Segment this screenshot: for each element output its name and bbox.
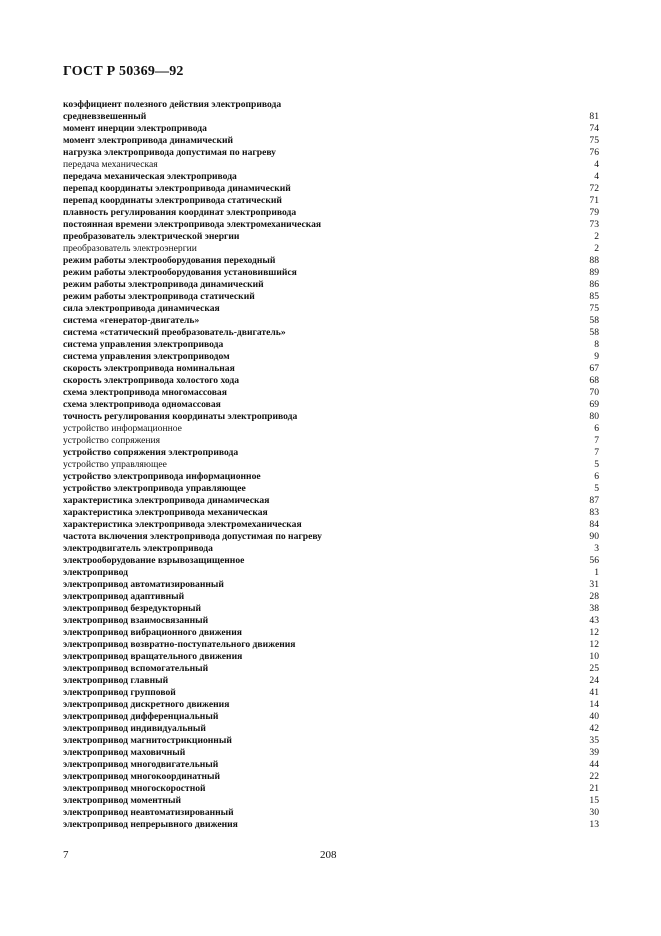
index-term: момент инерции электропривода [63,123,207,134]
index-entry [63,675,599,687]
index-term: электрооборудование взрывозащищенное [63,555,245,566]
index-page-ref: 14 [589,699,599,710]
index-term: преобразователь электроэнергии [63,243,197,254]
index-entry [63,723,599,735]
index-page-ref: 12 [589,639,599,650]
index-page-ref: 2 [594,231,599,242]
index-term: характеристика электропривода электромеханическая [63,519,302,530]
index-term: электропривод вспомогательный [63,663,209,674]
index-term: схема электропривода одномассовая [63,399,221,410]
index-page-ref: 9 [594,351,599,362]
index-page-ref: 5 [594,483,599,494]
index-entry [63,255,599,267]
index-term: средневзвешенный [63,111,147,122]
index-page-ref: 41 [589,687,599,698]
index-term: схема электропривода многомассовая [63,387,227,398]
index-entry [63,267,599,279]
index-page-ref: 2 [594,243,599,254]
index-entry [63,279,599,291]
index-page-ref: 38 [589,603,599,614]
index-entry [63,123,599,135]
index-entry [63,195,599,207]
index-page-ref: 80 [589,411,599,422]
index-entry [63,603,599,615]
index-page-ref: 6 [594,471,599,482]
index-page-ref: 22 [589,771,599,782]
index-term: электропривод адаптивный [63,591,185,602]
index-term: система «генератор-двигатель» [63,315,200,326]
index-page-ref: 75 [589,303,599,314]
index-page-ref: 40 [589,711,599,722]
index-page-ref: 69 [589,399,599,410]
index-entry [63,423,599,435]
index-entry [63,243,599,255]
index-page-ref: 68 [589,375,599,386]
index-term: скорость электропривода холостого хода [63,375,240,386]
index-entry [63,471,599,483]
index-entry [63,507,599,519]
index-page-ref: 86 [589,279,599,290]
index-page-ref: 73 [589,219,599,230]
index-term: система «статический преобразователь-двигатель» [63,327,286,338]
alphabetical-index [63,99,599,831]
index-page-ref: 58 [589,327,599,338]
index-page-ref: 24 [589,675,599,686]
index-page-ref: 12 [589,627,599,638]
index-entry [63,135,599,147]
index-term: передача механическая электропривода [63,171,237,182]
index-term: плавность регулирования координат электропривода [63,207,297,218]
index-page-ref: 15 [589,795,599,806]
index-term: устройство управляющее [63,459,167,470]
index-page-ref: 8 [594,339,599,350]
index-entry [63,579,599,591]
index-term: электродвигатель электропривода [63,543,213,554]
index-term: режим работы электропривода динамический [63,279,264,290]
index-entry [63,183,599,195]
index-entry [63,147,599,159]
index-page-ref: 74 [589,123,599,134]
index-term: электропривод многокоординатный [63,771,221,782]
index-entry [63,339,599,351]
index-term: электропривод [63,567,128,578]
index-page-ref: 25 [589,663,599,674]
index-page-ref: 83 [589,507,599,518]
index-page-ref: 1 [594,567,599,578]
index-entry [63,231,599,243]
index-term: частота включения электропривода допустимая по нагреву [63,531,322,542]
index-term: электропривод главный [63,675,169,686]
index-entry [63,111,599,123]
index-term: электропривод дифференциальный [63,711,219,722]
index-entry [63,303,599,315]
index-entry [63,207,599,219]
index-term: электропривод магнитострикционный [63,735,232,746]
index-page-ref: 35 [589,735,599,746]
index-term: передача механическая [63,159,158,170]
index-entry [63,447,599,459]
index-entry [63,699,599,711]
index-entry [63,783,599,795]
index-term: характеристика электропривода динамическая [63,495,270,506]
index-entry [63,747,599,759]
index-term: режим работы электрооборудования установившийся [63,267,297,278]
index-page-ref: 13 [589,819,599,830]
index-term: электропривод безредукторный [63,603,202,614]
index-entry [63,771,599,783]
index-entry [63,411,599,423]
index-page-ref: 31 [589,579,599,590]
index-page-ref: 75 [589,135,599,146]
index-term: электропривод вибрационного движения [63,627,242,638]
index-term: коэффициент полезного действия электропривода [63,99,282,110]
index-entry [63,543,599,555]
index-entry [63,567,599,579]
index-term: электропривод моментный [63,795,181,806]
index-page-ref: 6 [594,423,599,434]
index-term: характеристика электропривода механическая [63,507,268,518]
index-entry [63,459,599,471]
index-term: электропривод непрерывного движения [63,819,238,830]
document-header: ГОСТ Р 50369—92 [63,64,184,79]
index-page-ref: 67 [589,363,599,374]
index-term: перепад координаты электропривода статический [63,195,282,206]
index-entry [63,795,599,807]
index-entry [63,387,599,399]
index-term: электропривод дискретного движения [63,699,230,710]
index-term: электропривод маховичный [63,747,186,758]
index-entry [63,663,599,675]
index-page-ref: 4 [594,159,599,170]
index-page-ref: 71 [589,195,599,206]
index-term: устройство информационное [63,423,182,434]
index-page-ref: 42 [589,723,599,734]
index-entry [63,219,599,231]
index-page-ref: 87 [589,495,599,506]
index-entry [63,639,599,651]
index-entry [63,291,599,303]
index-entry [63,171,599,183]
index-term: электропривод многоскоростной [63,783,206,794]
index-page-ref: 28 [589,591,599,602]
index-entry [63,519,599,531]
index-page-ref: 43 [589,615,599,626]
index-page-ref: 5 [594,459,599,470]
index-entry [63,807,599,819]
index-page-ref: 7 [594,435,599,446]
index-entry [63,687,599,699]
index-term: система управления электропривода [63,339,224,350]
index-page-ref: 7 [594,447,599,458]
index-entry [63,315,599,327]
index-entry [63,531,599,543]
index-page-ref: 4 [594,171,599,182]
index-term: точность регулирования координаты электропривода [63,411,298,422]
index-entry [63,591,599,603]
index-term: сила электропривода динамическая [63,303,220,314]
index-term: электропривод индивидуальный [63,723,206,734]
index-entry [63,483,599,495]
index-term: режим работы электропривода статический [63,291,255,302]
index-entry [63,735,599,747]
index-page-ref: 90 [589,531,599,542]
index-entry [63,627,599,639]
index-term: электропривод многодвигательный [63,759,219,770]
index-entry [63,711,599,723]
index-entry [63,615,599,627]
index-entry [63,351,599,363]
index-term: нагрузка электропривода допустимая по нагреву [63,147,276,158]
index-term: устройство сопряжения электропривода [63,447,239,458]
index-entry [63,555,599,567]
index-term: преобразователь электрической энергии [63,231,240,242]
index-page-ref: 70 [589,387,599,398]
index-entry [63,327,599,339]
index-page-ref: 88 [589,255,599,266]
index-page-ref: 21 [589,783,599,794]
index-entry [63,651,599,663]
index-term: перепад координаты электропривода динамический [63,183,291,194]
index-page-ref: 56 [589,555,599,566]
index-term: электропривод автоматизированный [63,579,224,590]
index-page-ref: 84 [589,519,599,530]
index-page-ref: 10 [589,651,599,662]
index-term: система управления электроприводом [63,351,230,362]
footer-page-marker: 7 [63,849,69,861]
index-page-ref: 30 [589,807,599,818]
index-page-ref: 72 [589,183,599,194]
index-entry [63,495,599,507]
index-page-ref: 3 [594,543,599,554]
index-page-ref: 76 [589,147,599,158]
index-page-ref: 79 [589,207,599,218]
index-entry [63,99,599,111]
index-page-ref: 44 [589,759,599,770]
index-term: электропривод неавтоматизированный [63,807,234,818]
index-entry [63,759,599,771]
index-entry [63,819,599,831]
index-term: электропривод взаимосвязанный [63,615,209,626]
index-page-ref: 89 [589,267,599,278]
index-entry [63,375,599,387]
index-term: электропривод вращательного движения [63,651,243,662]
index-page-ref: 81 [589,111,599,122]
index-term: постоянная времени электропривода электромеханическая [63,219,322,230]
index-entry [63,159,599,171]
index-term: скорость электропривода номинальная [63,363,235,374]
index-term: устройство электропривода информационное [63,471,261,482]
index-term: устройство электропривода управляющее [63,483,246,494]
index-page-ref: 58 [589,315,599,326]
index-page-ref: 39 [589,747,599,758]
index-term: режим работы электрооборудования переходный [63,255,276,266]
index-page-ref: 85 [589,291,599,302]
index-term: электропривод групповой [63,687,176,698]
index-term: устройство сопряжения [63,435,161,446]
index-entry [63,399,599,411]
index-entry [63,435,599,447]
index-entry [63,363,599,375]
footer-page-number: 208 [320,849,337,861]
index-term: момент электропривода динамический [63,135,234,146]
index-term: электропривод возвратно-поступательного движения [63,639,296,650]
